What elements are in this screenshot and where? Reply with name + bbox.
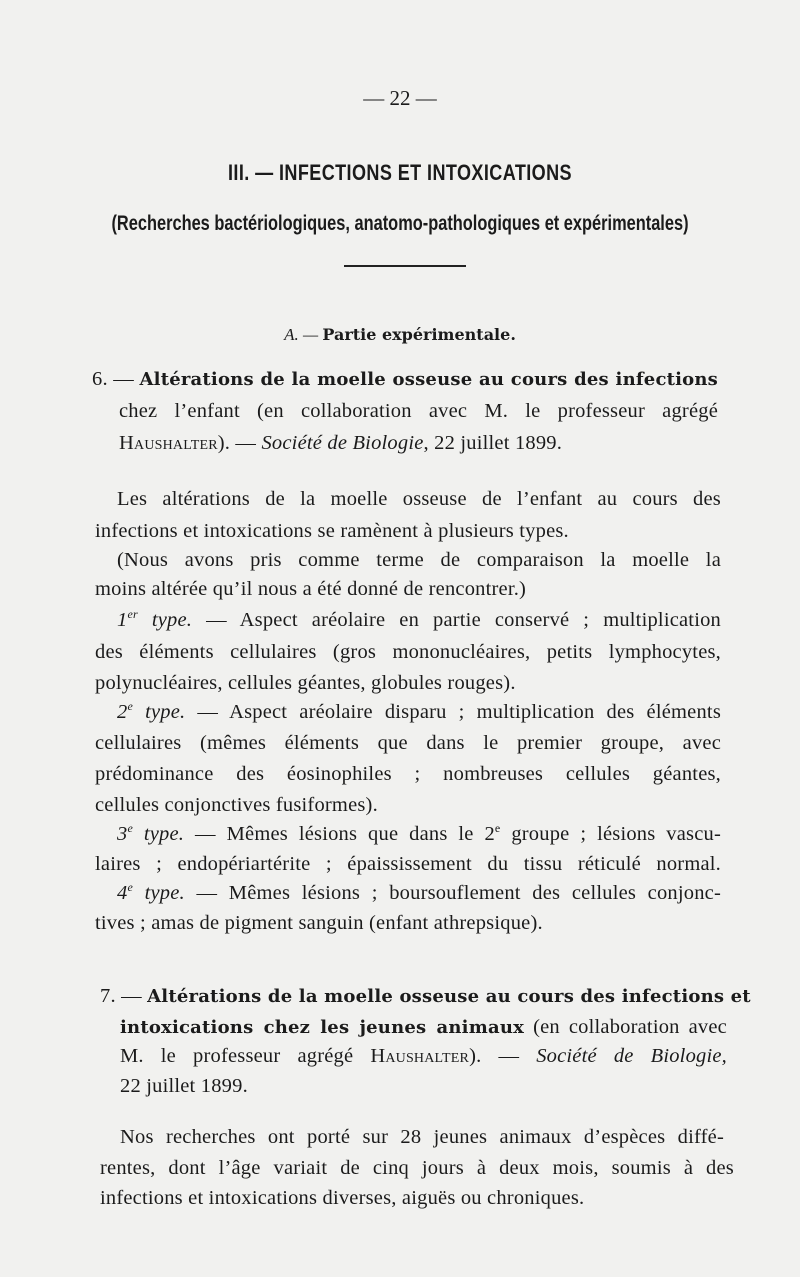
entry7-number: 7. —: [100, 985, 142, 1007]
entry6-number: 6. —: [92, 368, 134, 390]
entry6-title: Altérations de la moelle osseuse au cours des infections: [139, 369, 718, 390]
type1-text: — Aspect aréolaire en partie conservé ; multiplication: [192, 609, 722, 631]
type2-label: [117, 701, 185, 723]
type1-num: 1: [117, 609, 128, 631]
type4-line1: [117, 882, 721, 905]
type3-line2: laires ; endopériartérite ; épaississement du tissu réticulé normal.: [95, 853, 721, 875]
author-name-2: Haushalter: [370, 1045, 470, 1067]
body6-p1-line2: infections et intoxications se ramènent à plusieurs types.: [95, 520, 569, 542]
type2-sup: e: [127, 699, 133, 713]
type4-label: [117, 882, 185, 904]
body7-line1: Nos recherches ont porté sur 28 jeunes animaux d’espèces diffé-: [120, 1126, 724, 1148]
type1-label: [117, 609, 192, 631]
divider-rule: [344, 265, 466, 267]
journal-name-2: Société de Biologie,: [536, 1045, 727, 1067]
entry7-line3: [120, 1045, 727, 1068]
body7-line2: rentes, dont l’âge variait de cinq jours à deux mois, soumis à des: [100, 1157, 734, 1179]
entry7-title-cont: intoxications chez les jeunes animaux: [120, 1017, 525, 1038]
type2-word: type.: [132, 701, 186, 723]
entry6-date: , 22 juillet 1899.: [423, 432, 563, 454]
type4-line2: tives ; amas de pigment sanguin (enfant athrepsique).: [95, 912, 543, 934]
type4-num: 4: [117, 882, 128, 904]
entry7-line1: [100, 985, 751, 1008]
part-letter: A. —: [284, 325, 319, 344]
type1-line2: des éléments cellulaires (gros mononucléaires, petits lymphocytes,: [95, 641, 721, 663]
type4-sup: e: [127, 880, 133, 894]
type2-line1: [117, 701, 721, 724]
type3-line1: [117, 823, 721, 846]
journal-name: Société de Biologie: [261, 432, 424, 454]
type3-text-b: groupe ; lésions vascu-: [500, 823, 722, 845]
type3-text-a: — Mêmes lésions que dans le 2: [184, 823, 495, 845]
type4-text: — Mêmes lésions ; boursouflement des cellules conjonc-: [184, 882, 721, 904]
type1-sup: er: [127, 607, 138, 621]
type3-text-sup: e: [494, 821, 501, 835]
body6-p1-line1: Les altérations de la moelle osseuse de l’enfant au cours des: [117, 488, 721, 510]
page-number: — 22 —: [363, 86, 437, 110]
body6-p2-line1: (Nous avons pris comme terme de comparaison la moelle la: [117, 549, 721, 571]
type2-line3: prédominance des éosinophiles ; nombreuses cellules géantes,: [95, 763, 721, 785]
type4-word: type.: [132, 882, 185, 904]
type3-sup: e: [127, 821, 133, 835]
type2-num: 2: [117, 701, 128, 723]
part-label: Partie expérimentale.: [322, 325, 516, 344]
type3-num: 3: [117, 823, 128, 845]
entry6-line2: chez l’enfant (en collaboration avec M. le professeur agrégé: [119, 400, 718, 422]
entry7-title: Altérations de la moelle osseuse au cours des infections et: [147, 986, 751, 1007]
type1-line3: polynucléaires, cellules géantes, globules rouges).: [95, 672, 516, 694]
type2-line4: cellules conjonctives fusiformes).: [95, 794, 378, 816]
entry7-collab: (en collaboration avec: [524, 1016, 727, 1038]
type2-text: — Aspect aréolaire disparu ; multiplication des éléments: [185, 701, 722, 723]
type3-label: [117, 823, 184, 845]
section-subtitle: (Recherches bactériologiques, anatomo-pathologiques et expérimentales): [111, 212, 689, 235]
type3-word: type.: [132, 823, 185, 845]
body6-p2-line2: moins altérée qu’il nous a été donné de rencontrer.): [95, 578, 527, 600]
type1-line1: [117, 609, 721, 632]
entry6-separator: ). —: [217, 432, 257, 454]
entry7-separator: ). —: [469, 1045, 537, 1067]
entry6-line3: [119, 432, 562, 455]
type1-word: type.: [137, 609, 193, 631]
entry7-line4: 22 juillet 1899.: [120, 1075, 248, 1097]
entry6-line1: [92, 368, 718, 391]
part-heading: [0, 325, 800, 345]
body7-line3: infections et intoxications diverses, aiguës ou chroniques.: [100, 1187, 585, 1209]
entry7-line2: [120, 1016, 727, 1039]
entry7-prefix: M. le professeur agrégé: [120, 1045, 371, 1067]
section-title: III. — INFECTIONS ET INTOXICATIONS: [227, 160, 573, 185]
type2-line2: cellulaires (mêmes éléments que dans le premier groupe, avec: [95, 732, 721, 754]
author-name: Haushalter: [119, 432, 218, 454]
